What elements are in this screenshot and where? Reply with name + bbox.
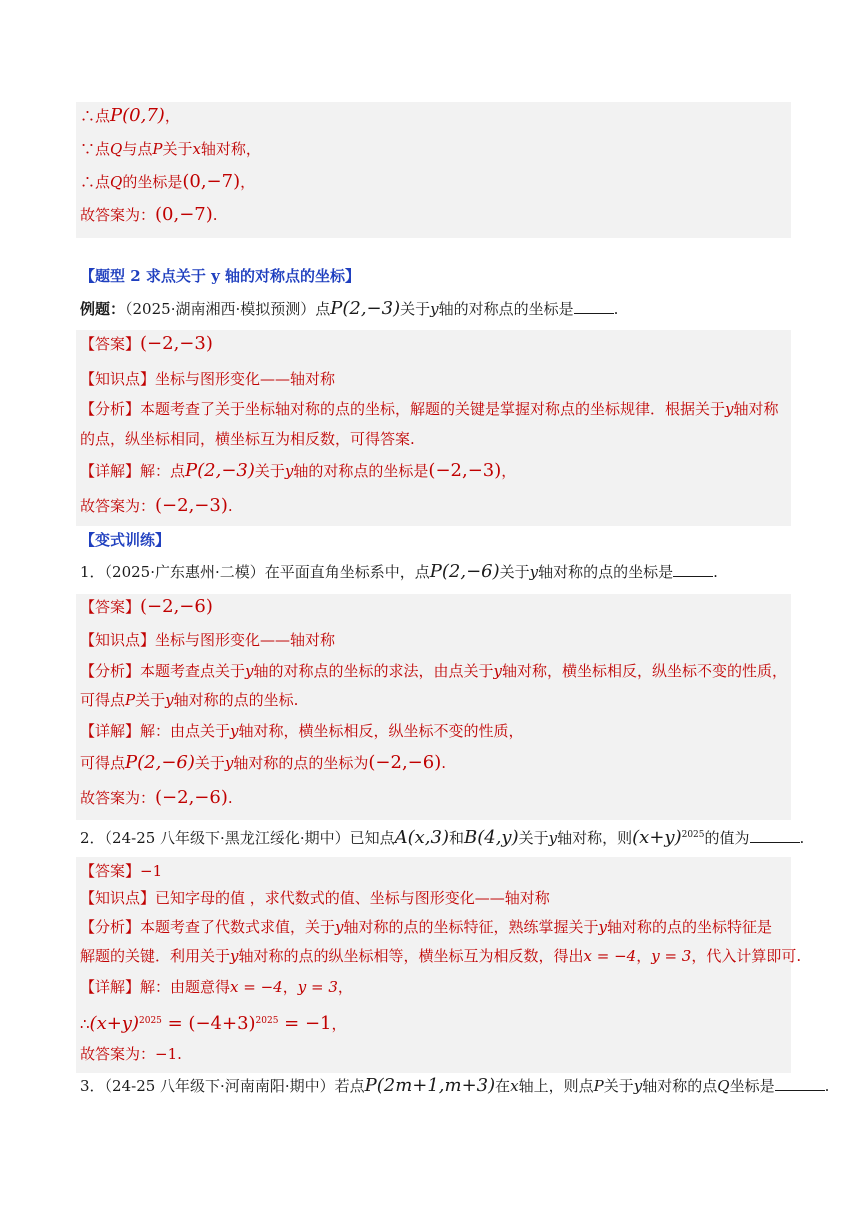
analysis-line: 【分析】本题考查了关于坐标轴对称的点的坐标，解题的关键是掌握对称点的坐标规律．根据关于y轴对称 [80,400,779,418]
analysis-line: 的点，纵坐标相同，横坐标互为相反数，可得答案. [80,430,415,448]
answer-blank [775,1076,825,1091]
question-1: 1．（2025·广东惠州·二模）在平面直角坐标系中，点P(2,−6)关于y轴对称的点的坐标是 . [80,561,718,582]
final-answer-line: 故答案为：(−2,−3). [80,495,233,516]
solution-line: ∵点Q与点P关于x轴对称， [80,140,261,158]
answer-blank [673,562,713,577]
answer-line: 【答案】(−2,−3) [80,333,213,354]
answer-line: 【答案】−1 [80,862,163,880]
solution-line: ∴点P(0,7)， [80,105,180,126]
answer-blank [750,828,800,843]
analysis-line: 【分析】本题考查了代数式求值，关于y轴对称的点的坐标特征，熟练掌握关于y轴对称的点的坐标特征是 [80,918,773,936]
section-heading: 【题型 2 求点关于 y 轴的对称点的坐标】 [80,267,361,285]
analysis-line: 可得点P关于y轴对称的点的坐标. [80,691,299,709]
question-3: 3．（24-25 八年级下·河南南阳·期中）若点P(2m+1,m+3)在x轴上，则点P关于y轴对称的点Q坐标是 . [80,1075,830,1096]
detail-line: 可得点P(2,−6)关于y轴对称的点的坐标为(−2,−6). [80,752,447,773]
question-2: 2．（24-25 八年级下·黑龙江绥化·期中）已知点A(x,3)和B(4,y)关于y轴对称，则$(x+y)^{2025}$的值为 . [80,827,805,848]
example-question: 例题：（2025·湖南湘西·模拟预测）点P(2,−3)关于y轴的对称点的坐标是 . [80,298,619,319]
final-answer-line: 故答案为：−1. [80,1045,182,1063]
section-heading: 【变式训练】 [80,531,171,549]
analysis-line: 【分析】本题考查点关于y轴的对称点的坐标的求法，由点关于y轴对称，横坐标相反，纵坐标不变的性质， [80,662,788,680]
analysis-line: 解题的关键．利用关于y轴对称的点的纵坐标相等，横坐标互为相反数，得出x = −4，y = 3，代入计算即可. [80,947,802,965]
knowledge-line: 【知识点】坐标与图形变化——轴对称 [80,370,336,388]
solution-line: ∴点Q的坐标是(0,−7)， [80,171,256,192]
detail-line: 【详解】解：点P(2,−3)关于y轴的对称点的坐标是(−2,−3)， [80,460,517,481]
solution-line: 故答案为：(0,−7). [80,204,218,225]
knowledge-line: 【知识点】坐标与图形变化——轴对称 [80,631,336,649]
answer-blank [574,299,614,314]
knowledge-line: 【知识点】已知字母的值 ，求代数式的值、坐标与图形变化——轴对称 [80,889,550,907]
detail-line: 【详解】解：由题意得x = −4，y = 3， [80,978,353,996]
detail-line: $\therefore(x+y)^{2025} = (-4+3)^{2025} = -1$， [80,1013,347,1034]
final-answer-line: 故答案为：(−2,−6). [80,787,233,808]
answer-line: 【答案】(−2,−6) [80,596,213,617]
detail-line: 【详解】解：由点关于y轴对称，横坐标相反，纵坐标不变的性质， [80,722,524,740]
